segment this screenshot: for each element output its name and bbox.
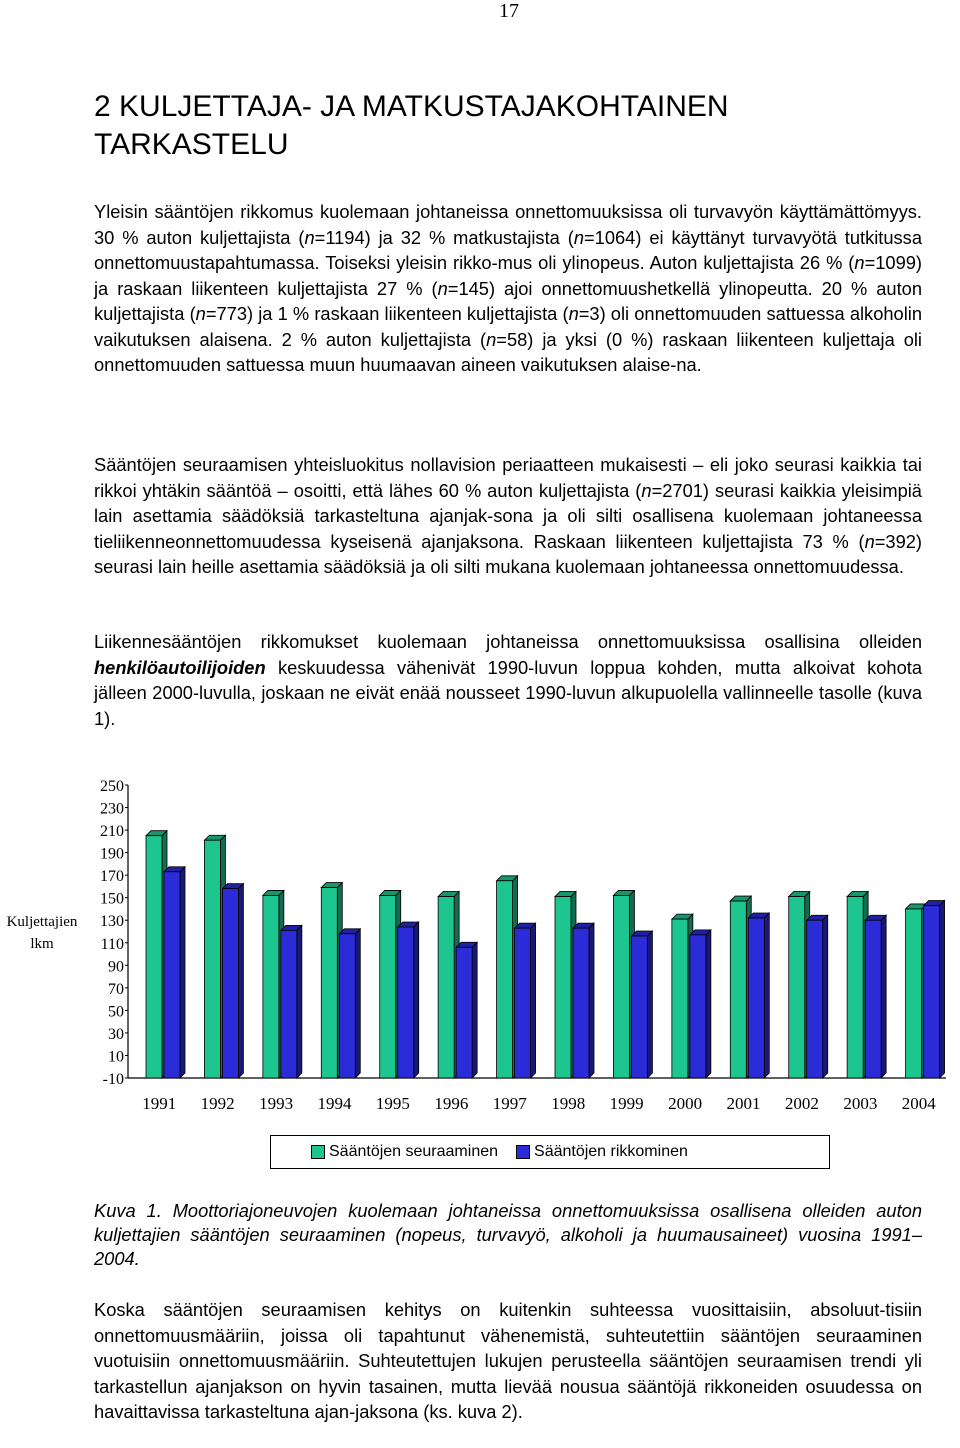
bar-rikkominen-2001 [748,918,764,1078]
paragraph1-run: =1194) ja 32 % matkustajista ( [314,226,574,248]
paragraph1-run: n [573,226,584,248]
bar-seuraaminen-2000 [672,919,688,1078]
y-tick-label: 90 [108,958,124,976]
y-tick-label: 130 [100,913,124,931]
x-tick-label-2000: 2000 [668,1094,703,1113]
bar-side-rikkominen [764,913,769,1078]
section-heading [94,88,894,164]
y-axis-label-line-2: lkm [30,936,54,952]
paragraph2-run: =392) seurasi lain heille asettamia säädöksiä ja oli silti mukana kuolemaan johtaneessa onnettomuudessa. [94,530,922,577]
bar-seuraaminen-2001 [730,901,746,1078]
bar-side-rikkominen [881,915,886,1078]
x-tick-label-1998: 1998 [551,1094,586,1113]
x-tick-label-1991: 1991 [142,1094,177,1113]
legend-label-seuraaminen: Sääntöjen seuraaminen [329,1143,499,1160]
bar-seuraaminen-1991 [146,836,162,1078]
paragraph2-run: Sääntöjen seuraamisen yhteisluokitus nollavision periaatteen mukaisesti – eli joko seurasi kaikkia tai rikkoi yhtäkin sääntöä – osoitti, että lähes 60 % auton kuljettajista ( [94,454,922,501]
bar-rikkominen-2000 [690,935,706,1078]
bar-rikkominen-1994 [339,934,355,1078]
bar-rikkominen-2004 [924,906,940,1078]
bar-seuraaminen-1992 [204,840,220,1078]
legend-swatch-seuraaminen [311,1145,325,1159]
x-tick-label-1996: 1996 [434,1094,469,1113]
bar-rikkominen-1999 [631,936,647,1078]
bar-side-rikkominen [531,923,536,1078]
paragraph1-run: =3) oli onnettomuuden sattuessa alkoholin vaikutuksen alaisena. 2 % auton kuljettajista ( [94,303,922,350]
bar-side-rikkominen [647,931,652,1078]
bar-seuraaminen-1997 [497,881,513,1078]
y-tick-label: 190 [100,845,124,863]
bar-seuraaminen-1998 [555,897,571,1078]
legend-label-rikkominen: Sääntöjen rikkominen [534,1143,688,1160]
x-tick-label-2004: 2004 [901,1094,936,1113]
bar-side-rikkominen [940,901,945,1078]
bar-seuraaminen-2002 [789,897,805,1078]
y-tick-label: -10 [102,1071,124,1088]
paragraph1-run: =1064) ei käyttänyt turvavyötä tutkitussa onnettomuustapahtumassa. Toiseksi yleisin rikko-mus oli ylinopeus. Auton kuljettajista 26 % ( [94,226,922,273]
bar-side-rikkominen [589,923,594,1078]
y-tick-label: 170 [100,868,124,886]
paragraph1-run: n [486,328,497,350]
y-tick-label: 150 [100,890,124,908]
chart-legend [270,1135,830,1169]
bar-seuraaminen-1999 [613,895,629,1078]
y-tick-label: 230 [100,800,124,818]
bar-side-rikkominen [472,942,477,1078]
x-tick-label-1994: 1994 [317,1094,352,1113]
bar-rikkominen-1995 [398,927,414,1078]
paragraph2-run: n [864,530,875,552]
bar-side-rikkominen [706,930,711,1078]
x-tick-label-1999: 1999 [609,1094,644,1113]
bar-rikkominen-1997 [515,928,531,1078]
bar-seuraaminen-1993 [263,895,279,1078]
bar-side-rikkominen [355,929,360,1078]
y-tick-label: 30 [108,1025,124,1043]
y-tick-label: 50 [108,1003,124,1021]
paragraph1-run: =145) ajoi onnettomuushetkellä ylinopeutta. 20 % auton kuljettajista ( [94,277,923,324]
paragraph1-run: Yleisin sääntöjen rikkomus kuolemaan johtaneissa onnettomuuksissa oli turvavyön käyttämättömyys. 30 % auton kuljettajista ( [94,201,922,248]
legend-item-rikkominen [516,1143,688,1161]
paragraph1-run: n [304,226,315,248]
paragraph4-run: Koska sääntöjen seuraamisen kehitys on kuitenkin suhteessa vuosittaisiin, absoluut-tisiin onnettomuusmääriin, joissa oli tapahtunut vähenemistä, suhteutettiin sääntöjen seuraaminen vuotuisiin onnettomuusmääriin. Suhteutettujen lukujen perusteella sääntöjen seuraamisen trendi yli tarkastellun ajanjakson on hyvin tasainen, mutta lievää nousua sääntöjä rikkoneiden osuudessa on havaittavissa tarkasteltuna ajan-jaksona (ks. kuva 2). [94,1299,922,1422]
x-tick-label-1997: 1997 [492,1094,527,1113]
bar-side-rikkominen [297,925,302,1078]
x-tick-label-2001: 2001 [726,1094,761,1113]
bar-seuraaminen-1994 [321,888,337,1078]
y-tick-label: 10 [108,1048,124,1066]
bar-chart [0,770,960,1130]
bar-rikkominen-1998 [573,928,589,1078]
figure-1-chart [0,770,960,1180]
paragraph2-run: n [641,479,652,501]
legend-swatch-rikkominen [516,1145,530,1159]
paragraph-4 [94,1297,922,1425]
paragraph1-run: =1099) ja raskaan liikenteen kuljettajista 27 % ( [94,252,922,299]
paragraph1-run: n [195,303,206,324]
paragraph1-run: n [437,277,448,299]
paragraph-1 [94,199,922,378]
y-tick-label: 250 [100,778,124,795]
bar-rikkominen-1992 [222,889,238,1078]
heading-line-2: TARKASTELU [94,128,289,161]
heading-line-1: 2 KULJETTAJA- JA MATKUSTAJAKOHTAINEN [94,90,729,123]
page-number: 17 [499,0,519,22]
y-axis-label-line-1: Kuljettajien [6,914,78,930]
bar-rikkominen-1996 [456,947,472,1078]
bar-seuraaminen-2004 [906,909,922,1078]
x-tick-label-2003: 2003 [843,1094,878,1113]
paragraph1-run: =58) ja yksi (0 %) raskaan liikenteen kuljettaja oli onnettomuuden sattuessa muun huumaavan aineen vaikutuksen alaise-na. [94,328,922,375]
paragraph-2 [94,452,922,580]
bar-side-rikkominen [238,884,243,1078]
x-tick-label-1995: 1995 [375,1094,410,1113]
bar-rikkominen-1993 [281,930,297,1078]
x-tick-label-1993: 1993 [259,1094,294,1113]
bar-side-rikkominen [823,915,828,1078]
y-tick-label: 70 [108,980,124,998]
y-tick-label: 210 [100,823,124,841]
bar-seuraaminen-1995 [380,895,396,1078]
bar-rikkominen-2002 [807,920,823,1078]
bar-rikkominen-1991 [164,872,180,1078]
paragraph3-run: keskuudessa vähenivät 1990-luvun loppua kohden, mutta alkoivat kohota jälleen 2000-luvulla, joskaan ne eivät enää nousseet 1990-luvun alkupuolella vallinneelle tasolle (kuva 1). [94,656,922,729]
paragraph2-run: =2701) seurasi kaikkia yleisimpiä lain asettamia säädöksiä tarkasteltuna ajanjak-sona ja oli silti osallisena kuolemaan johtaneessa tieliikenneonnettomuudessa kyseisenä ajanjaksona. Raskaan liikenteen kuljettajista 73 % ( [94,479,922,552]
x-tick-label-1992: 1992 [200,1094,235,1113]
paragraph3-run: Liikennesääntöjen rikkomukset kuolemaan johtaneissa onnettomuuksissa osallisina olleiden [94,631,922,652]
paragraph1-run: =773) ja 1 % raskaan liikenteen kuljettajista ( [205,303,569,324]
bar-rikkominen-2003 [865,920,881,1078]
figure-caption: Kuva 1. Moottoriajoneuvojen kuolemaan johtaneissa onnettomuuksissa osallisena olleiden auton kuljettajien sääntöjen seuraaminen (nopeus, turvavyö, alkoholi ja huumausaineet) vuosina 1991–2004. [94,1200,922,1269]
paragraph1-run: n [854,252,865,273]
y-tick-label: 110 [100,935,124,953]
paragraph1-run: n [568,303,579,324]
paragraph3-run: henkilöautoilijoiden [94,656,266,678]
x-tick-label-2002: 2002 [784,1094,819,1113]
bar-side-rikkominen [180,867,185,1078]
legend-item-seuraaminen [311,1143,498,1161]
paragraph-3 [94,629,922,731]
bar-seuraaminen-2003 [847,897,863,1078]
bar-seuraaminen-1996 [438,897,454,1078]
bar-side-rikkominen [414,922,419,1078]
